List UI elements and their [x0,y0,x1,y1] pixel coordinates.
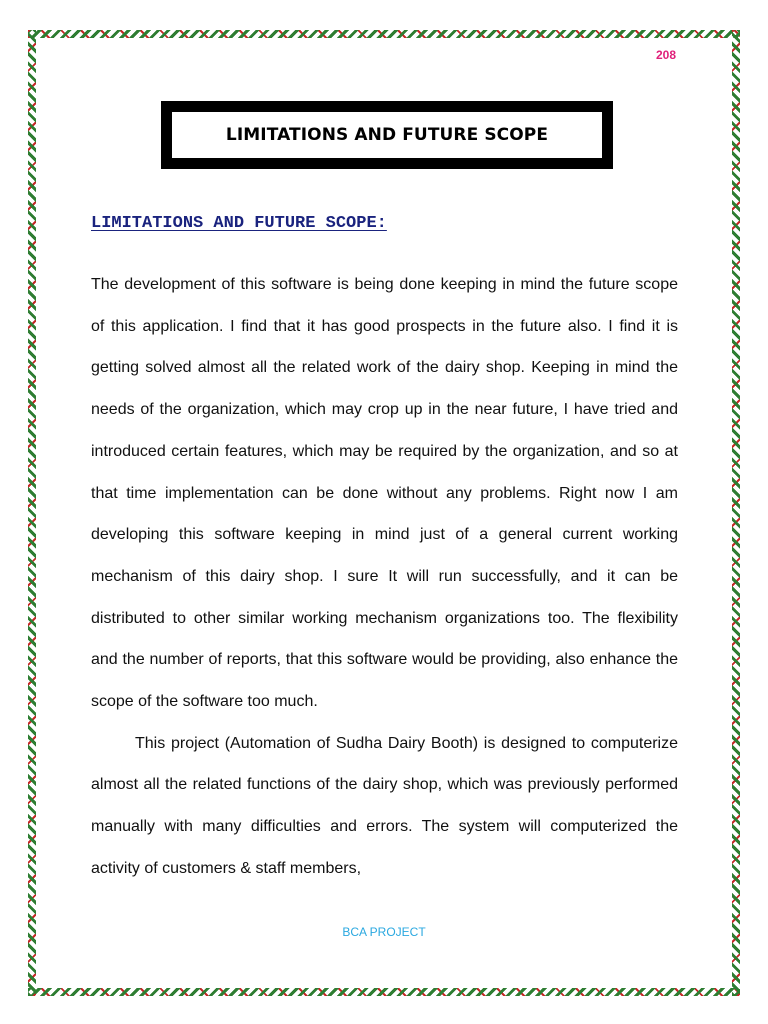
page-number: 208 [655,48,676,62]
footer-label: BCA PROJECT [342,925,426,939]
paragraph-1: The development of this software is being done keeping in mind the future scope of this application. I find that it has good prospects in the future also. I find it is getting solved almost all the related work of the dairy shop. Keeping in mind the needs of the organization, which may crop up in the near future, I have tried and introduced certain features, which may be required by the organization, and so at that time implementation can be done without any problems. Right now I am developing this software keeping in mind just of a general current working mechanism of this dairy shop. I sure It will run successfully, and it can be distributed to other similar working mechanism organizations too. The flexibility and the number of reports, that this software would be providing, also enhance the scope of the software too much. [91,276,678,711]
decorative-border-bottom [28,988,740,996]
body-text [91,264,678,890]
paragraph-2: This project (Automation of Sudha Dairy Booth) is designed to computerize almost all the related functions of the dairy shop, which was previously performed manually with many difficulties and errors. The system will computerized the activity of customers & staff members, [91,734,678,877]
page-title: LIMITATIONS AND FUTURE SCOPE [225,125,549,145]
title-inner-frame [171,111,603,159]
section-heading: LIMITATIONS AND FUTURE SCOPE: [91,214,387,233]
decorative-border-right [732,30,740,996]
decorative-border-top [28,30,740,38]
title-box [161,101,613,169]
decorative-border-left [28,30,36,996]
